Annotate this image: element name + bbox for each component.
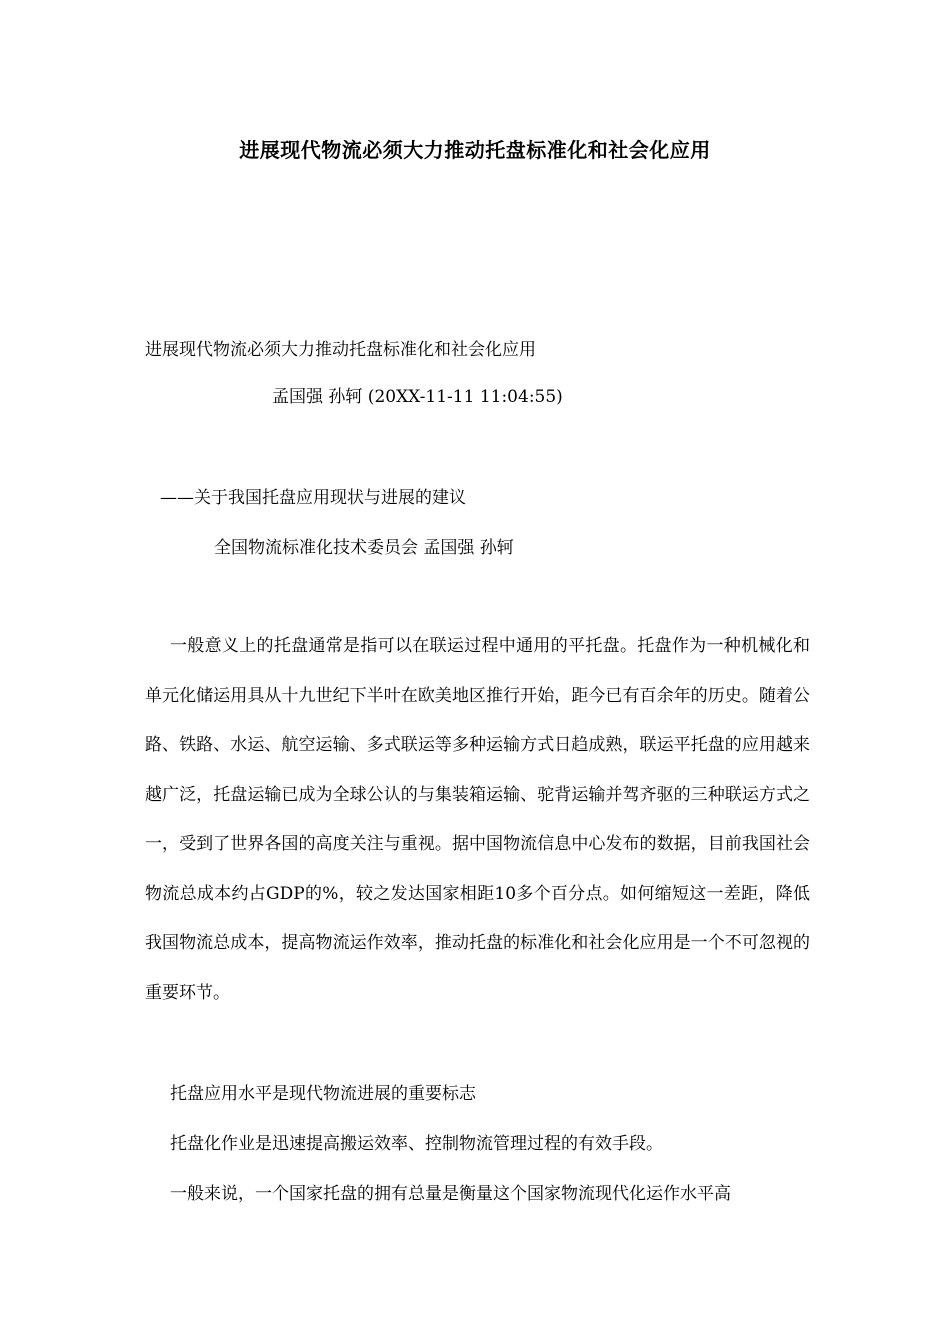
article-note: ——关于我国托盘应用现状与进展的建议 [160,488,466,508]
body-paragraph: 一般意义上的托盘通常是指可以在联运过程中通用的平托盘。托盘作为一种机械化和单元化储运用具从十九世纪下半叶在欧美地区推行开始，距今已有百余年的历史。随着公路、铁路、水运、航空运输、多式联运等多种运输方式日趋成熟，联运平托盘的应用越来越广泛，托盘运输已成为全球公认的与集装箱运输、驼背运输并驾齐驱的三种联运方式之一，受到了世界各国的高度关注与重视。据中国物流信息中心发布的数据，目前我国社会物流总成本约占GDP的%，较之发达国家相距10多个百分点。如何缩短这一差距，降低我国物流总成本，提高物流运作效率，推动托盘的标准化和社会化应用是一个不可忽视的重要环节。 [145,636,810,1003]
document-title: 进展现代物流必须大力推动托盘标准化和社会化应用 [239,138,711,162]
committee-line: 全国物流标准化技术委员会 孟国强 孙轲 [214,538,514,558]
body-paragraph: 一般来说，一个国家托盘的拥有总量是衡量这个国家物流现代化运作水平高 [170,1184,731,1204]
article-subtitle: 进展现代物流必须大力推动托盘标准化和社会化应用 [145,340,536,360]
authors-date-line: 孟国强 孙轲 (20XX-11-11 11:04:55) [272,387,563,407]
section-heading: 托盘应用水平是现代物流进展的重要标志 [170,1084,476,1104]
body-paragraph: 托盘化作业是迅速提高搬运效率、控制物流管理过程的有效手段。 [170,1134,663,1154]
